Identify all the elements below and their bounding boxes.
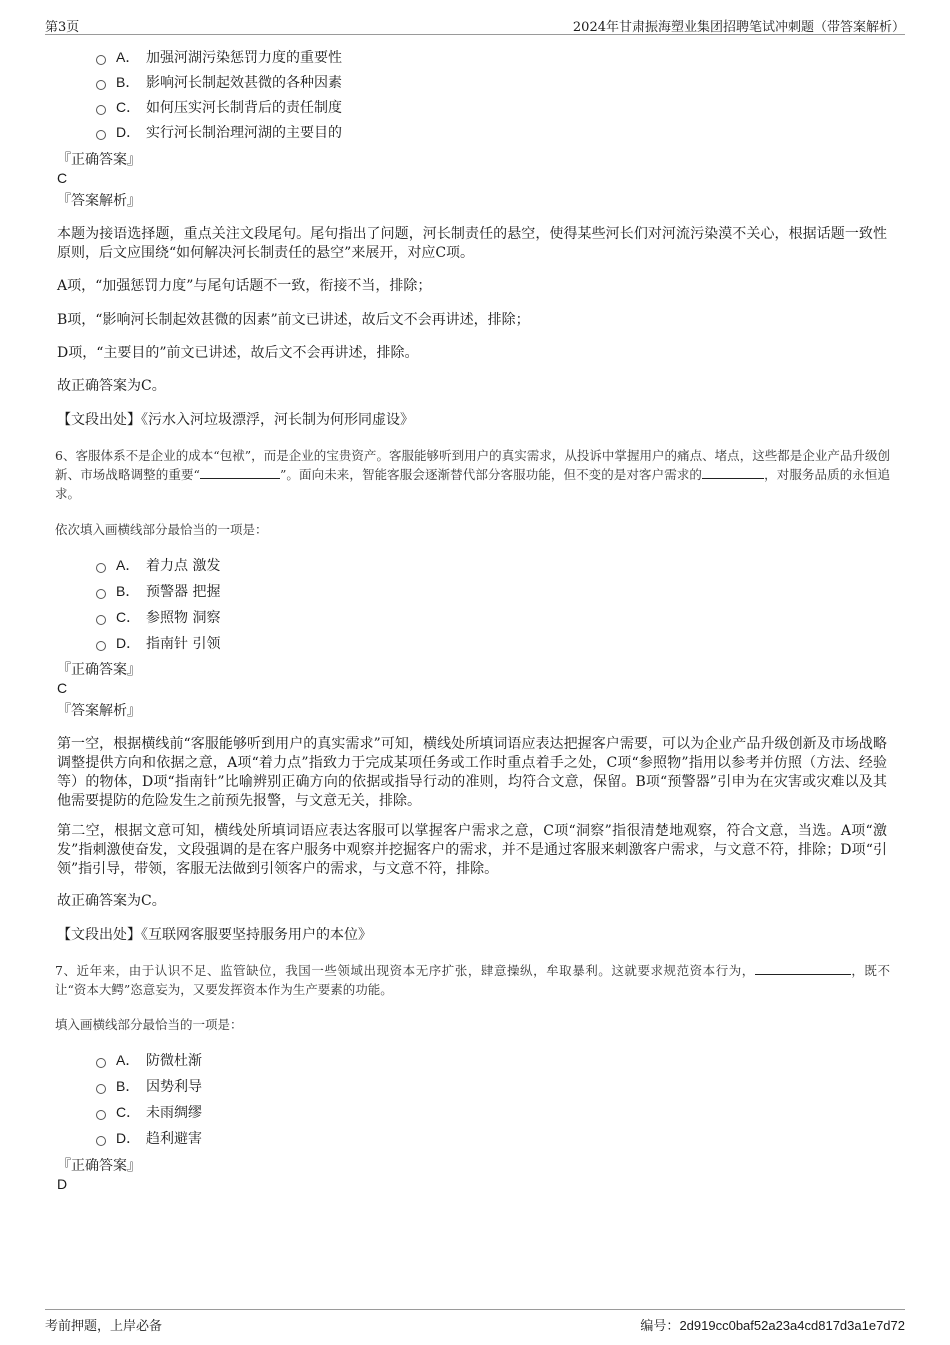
q5-analysis-para-2: A项，“加强惩罚力度”与尾句话题不一致，衔接不当，排除； [57,278,432,294]
option-text: 预警器 把握 [146,584,221,600]
option-text: 加强河湖污染惩罚力度的重要性 [146,50,342,66]
q7-blank [755,962,851,975]
q5-answer: C [57,170,68,186]
footer-code-value: 2d919cc0baf52a23a4cd817d3a1e7d72 [679,1318,905,1333]
q5-analysis-label: 『答案解析』 [57,193,141,209]
q7-answer: D [57,1176,68,1192]
q6-blank-2 [702,466,764,479]
q6-prompt: 依次填入画横线部分最恰当的一项是： [55,522,268,537]
radio-icon[interactable] [96,563,106,573]
page-number: 第3页 [45,20,80,35]
q6-blank-1 [200,466,280,479]
option-text: 如何压实河长制背后的责任制度 [146,100,342,116]
q7-option-b[interactable]: B． 因势利导 [96,1076,202,1096]
q7-option-a[interactable]: A． 防微杜渐 [96,1050,202,1070]
q6-option-b[interactable]: B． 预警器 把握 [96,581,220,601]
footer-code [640,1315,905,1334]
q6-option-d[interactable]: D． 指南针 引领 [96,633,220,653]
q5-option-b[interactable]: B． 影响河长制起效甚微的各种因素 [96,72,342,92]
q5-analysis-para-3: B项，“影响河长制起效甚微的因素”前文已讲述，故后文不会再讲述，排除； [57,312,530,328]
footer-slogan: 考前押题，上岸必备 [45,1319,163,1334]
q5-option-d[interactable]: D． 实行河长制治理河湖的主要目的 [96,122,342,142]
q6-analysis-label: 『答案解析』 [57,703,141,719]
option-text: 防微杜渐 [146,1053,202,1069]
radio-icon[interactable] [96,105,106,115]
q7-stem: 7、近年来，由于认识不足、监管缺位，我国一些领域出现资本无序扩张，肆意操纵，牟取暴利。这就要求规范资本行为， ，既不让“资本大鳄”恣意妄为，又要发挥资本作为生产要素的功能。 [55,963,890,997]
radio-icon[interactable] [96,130,106,140]
q6-answer-label: 『正确答案』 [57,662,141,678]
radio-icon[interactable] [96,1110,106,1120]
q5-option-c[interactable]: C． 如何压实河长制背后的责任制度 [96,97,342,117]
radio-icon[interactable] [96,1058,106,1068]
option-text: 影响河长制起效甚微的各种因素 [146,75,342,91]
q5-source: 【文段出处】《污水入河垃圾漂浮，河长制为何形同虚设》 [57,412,414,428]
option-text: 未雨绸缪 [146,1105,202,1121]
q7-answer-label: 『正确答案』 [57,1158,141,1174]
document-title: 2024年甘肃振海塑业集团招聘笔试冲刺题（带答案解析） [572,20,905,35]
radio-icon[interactable] [96,55,106,65]
q7-prompt: 填入画横线部分最恰当的一项是： [55,1017,243,1032]
q7-option-d[interactable]: D． 趋利避害 [96,1128,202,1148]
q6-option-a[interactable]: A． 着力点 激发 [96,555,220,575]
q5-analysis-para-1: 本题为接语选择题，重点关注文段尾句。尾句指出了问题，河长制责任的悬空，使得某些河长们对河流污染漠不关心，根据话题一致性原则，后文应围绕“如何解决河长制责任的悬空”来展开，对应C项。 [57,226,887,261]
q6-analysis-para-1: 第一空，根据横线前“客服能够听到用户的真实需求”可知，横线处所填词语应表达把握客户需要，可以为企业产品升级创新及市场战略调整提供方向和依据之意，A项“着力点”指致力于完成某项任务或工作时重点着手之处，C项“参照物”指用以参考并仿照（方法、经验等）的物体，D项“指南针”比喻辨别正确方向的依据或指导行动的准则，均符合文意，保留。B项“预警器”引申为在灾害或灾难以及其他需要提防的危险发生之前预先报警，与文意无关，排除。 [57,736,887,809]
q6-stem: 6、客服体系不是企业的成本“包袱”，而是企业的宝贵资产。客服能够听到用户的真实需求，从投诉中掌握用户的痛点、堵点，这些都是企业产品升级创新、市场战略调整的重要“ ”。面向未来，智能客服会逐渐替代部分客服功能，但不变的是对客户需求的 ，对服务品质的永恒追求。 [55,448,890,501]
option-text: 着力点 激发 [146,558,221,574]
radio-icon[interactable] [96,589,106,599]
radio-icon[interactable] [96,641,106,651]
q6-analysis-para-3: 故正确答案为C。 [57,893,166,909]
q5-analysis-para-5: 故正确答案为C。 [57,378,166,394]
option-text: 指南针 引领 [146,636,221,652]
option-text: 因势利导 [146,1079,202,1095]
q6-analysis-para-2: 第二空，根据文意可知，横线处所填词语应表达客服可以掌握客户需求之意，C项“洞察”指很清楚地观察，符合文意，当选。A项“激发”指刺激使奋发，文段强调的是在客户服务中观察并挖掘客户的需求，并不是通过客服来刺激客户需求，与文意不符，排除；D项“引领”指引导，带领，客服无法做到引领客户的需求，与文意不符，排除。 [57,823,887,877]
q6-source: 【文段出处】《互联网客服要坚持服务用户的本位》 [57,927,372,943]
page-header [45,14,905,35]
q5-option-a[interactable]: A． 加强河湖污染惩罚力度的重要性 [96,47,342,67]
option-text: 趋利避害 [146,1131,202,1147]
option-text: 参照物 洞察 [146,610,221,626]
radio-icon[interactable] [96,1136,106,1146]
q6-option-c[interactable]: C． 参照物 洞察 [96,607,220,627]
radio-icon[interactable] [96,1084,106,1094]
q6-answer: C [57,680,68,696]
radio-icon[interactable] [96,80,106,90]
q5-analysis-para-4: D项，“主要目的”前文已讲述，故后文不会再讲述，排除。 [57,345,419,361]
footer-code-label: 编号： [640,1319,680,1334]
option-text: 实行河长制治理河湖的主要目的 [146,125,342,141]
q7-option-c[interactable]: C． 未雨绸缪 [96,1102,202,1122]
page-footer [45,1309,905,1334]
radio-icon[interactable] [96,615,106,625]
q5-answer-label: 『正确答案』 [57,152,141,168]
